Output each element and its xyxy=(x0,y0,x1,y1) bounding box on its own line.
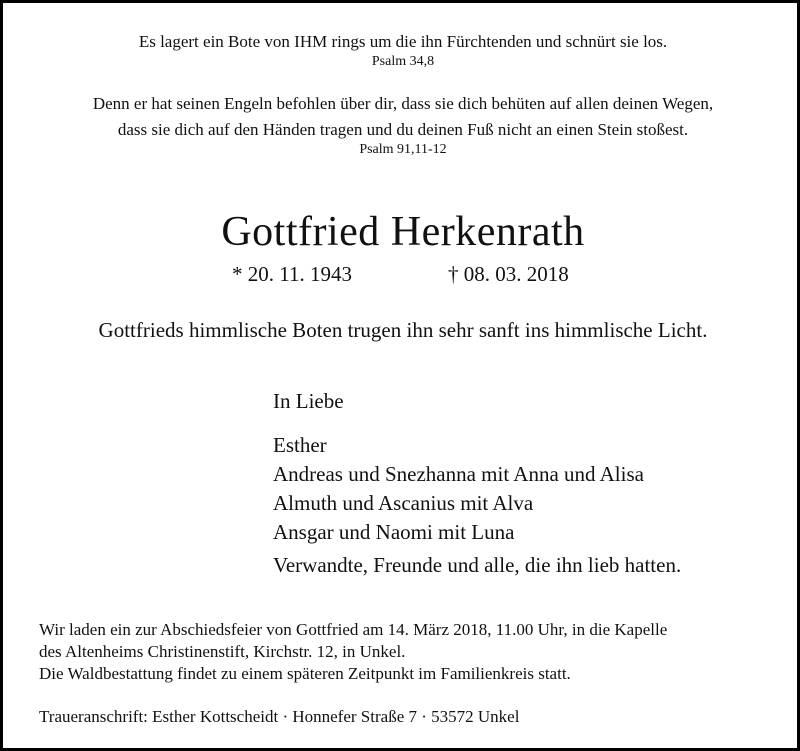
family-member: Ansgar und Naomi mit Luna xyxy=(273,520,515,544)
deceased-name: Gottfried Herkenrath xyxy=(221,209,585,255)
family-others: Verwandte, Freunde und alle, die ihn lieb hatten. xyxy=(273,553,682,577)
family-member: Andreas und Snezhanna mit Anna und Alisa xyxy=(273,462,644,486)
invitation-line-3: Die Waldbestattung findet zu einem späteren Zeitpunkt im Familienkreis statt. xyxy=(39,664,571,683)
verse-2-reference: Psalm 91,11-12 xyxy=(359,142,447,157)
invitation-line-1: Wir laden ein zur Abschiedsfeier von Gottfried am 14. März 2018, 11.00 Uhr, in die Kapelle xyxy=(39,620,668,639)
verse-1-reference: Psalm 34,8 xyxy=(371,54,435,69)
verse-2-line-2: dass sie dich auf den Händen tragen und du deinen Fuß nicht an einen Stein stoßest. xyxy=(117,120,689,139)
verse-1-text: Es lagert ein Bote von IHM rings um die ihn Fürchtenden und schnürt sie los. xyxy=(138,32,668,51)
family-member: Almuth und Ascanius mit Alva xyxy=(273,491,534,515)
birth-date: * 20. 11. 1943 xyxy=(232,262,352,286)
invitation-line-2: des Altenheims Christinenstift, Kirchstr. 12, in Unkel. xyxy=(39,642,406,661)
mourning-address: Traueranschrift: Esther Kottscheidt · Honnefer Straße 7 · 53572 Unkel xyxy=(39,707,520,726)
death-date: † 08. 03. 2018 xyxy=(448,262,569,286)
motto: Gottfrieds himmlische Boten trugen ihn sehr sanft ins himmlische Licht. xyxy=(98,318,708,342)
verse-2-line-1: Denn er hat seinen Engeln befohlen über dir, dass sie dich behüten auf allen deinen Wegen, xyxy=(92,94,714,113)
family-intro: In Liebe xyxy=(273,389,344,413)
family-member: Esther xyxy=(273,433,327,457)
